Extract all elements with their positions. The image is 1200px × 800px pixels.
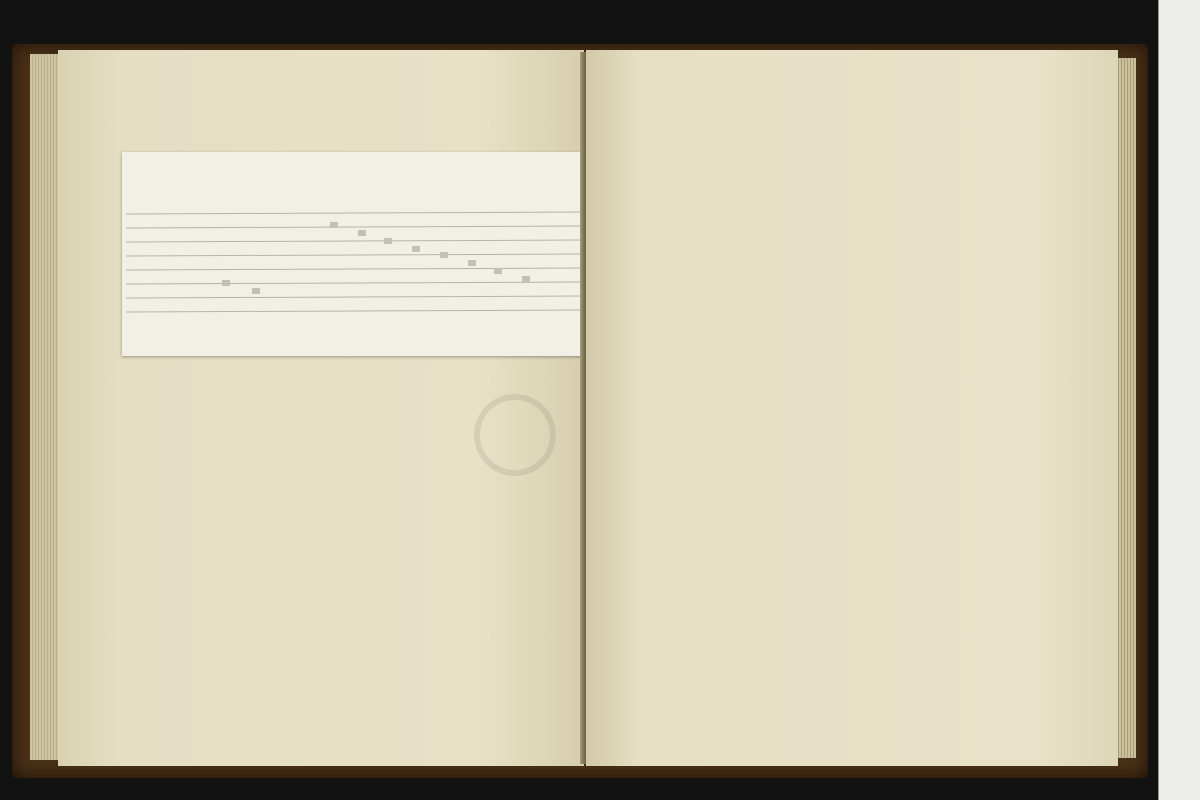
music-notation-slip [122, 152, 586, 356]
page-edges-right [1116, 58, 1136, 758]
right-page [586, 50, 1118, 766]
page-edges-left [30, 54, 60, 760]
measurement-ruler [1158, 0, 1200, 800]
library-stamp [470, 390, 620, 480]
staff-drawing [122, 152, 586, 356]
